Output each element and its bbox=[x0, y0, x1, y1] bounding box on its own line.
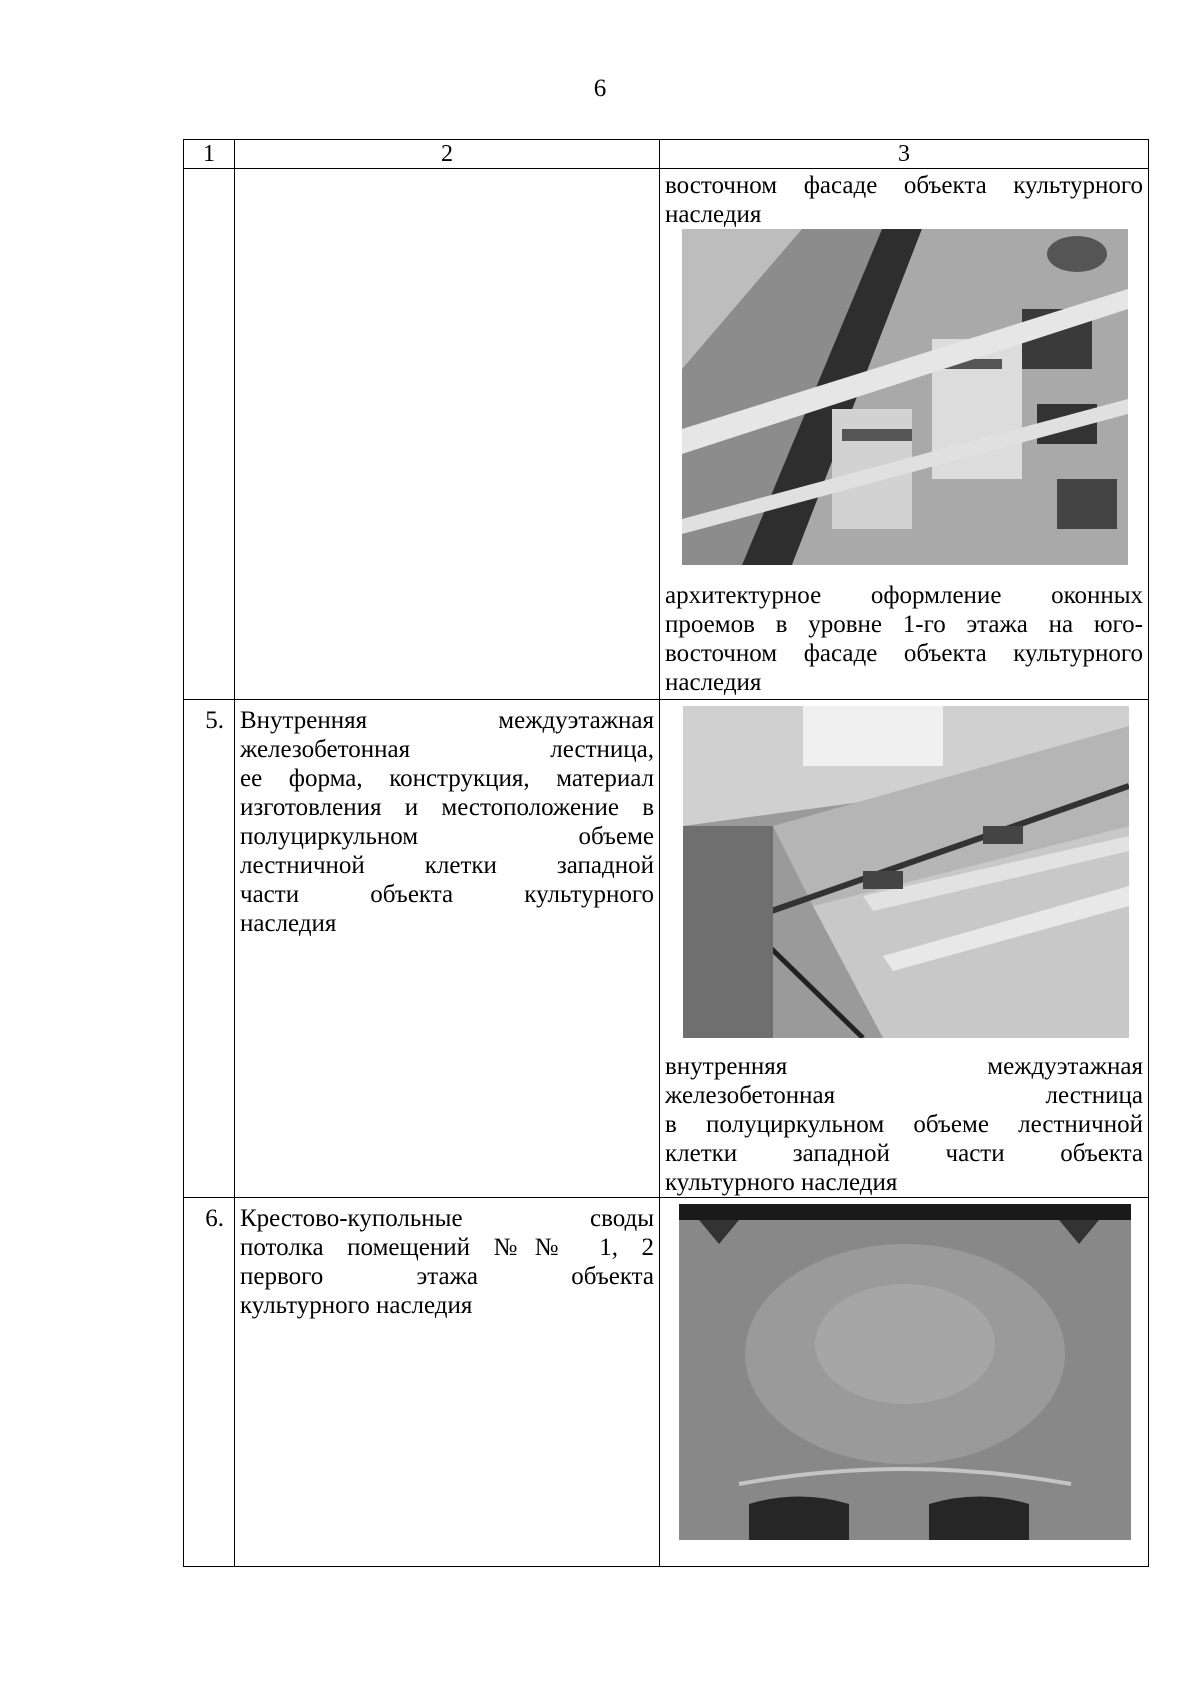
photo-east-facade bbox=[682, 229, 1143, 565]
row-illustration-cell bbox=[660, 700, 1149, 1198]
caption-window-openings: архитектурное оформление оконных проемов в уровне 1-го этажа на юго- восточном фасаде объекта культурного наследия bbox=[665, 582, 1143, 696]
header-col-1: 1 bbox=[184, 140, 235, 169]
row-description bbox=[235, 169, 660, 700]
photo-east-facade-image bbox=[682, 229, 1128, 565]
row-description: Внутренняя междуэтажная железобетонная лестница, ее форма, конструкция, материал изготовления и местоположение в полуциркульном объеме лестничной клетки западной части объекта культурного наследия bbox=[235, 700, 660, 1198]
header-col-2: 2 bbox=[235, 140, 660, 169]
caption-staircase: внутренняя междуэтажная железобетонная лестница в полуциркульном объеме лестничной клетки западной части объекта культурного наследия bbox=[665, 1053, 1143, 1196]
caption-east-facade: восточном фасаде объекта культурного наследия bbox=[665, 172, 1143, 228]
header-col-3: 3 bbox=[660, 140, 1149, 169]
row-illustration-cell bbox=[660, 1198, 1149, 1567]
table-row bbox=[184, 700, 1149, 1198]
page-number: 6 bbox=[593, 75, 607, 102]
row-illustration-cell bbox=[660, 169, 1149, 700]
row-number: 5. bbox=[184, 700, 235, 1198]
row-description: Крестово-купольные своды потолка помещений №№ 1, 2 первого этажа объекта культурного наследия bbox=[235, 1198, 660, 1567]
heritage-table bbox=[183, 139, 1149, 1567]
row-number bbox=[184, 169, 235, 700]
table-row bbox=[184, 169, 1149, 700]
photo-staircase bbox=[683, 706, 1143, 1038]
photo-staircase-image bbox=[683, 706, 1129, 1038]
table-row bbox=[184, 1198, 1149, 1567]
row-number: 6. bbox=[184, 1198, 235, 1567]
photo-vaulted-ceiling-image bbox=[679, 1204, 1131, 1540]
table-header-row bbox=[184, 140, 1149, 169]
photo-vaulted-ceiling bbox=[679, 1204, 1143, 1540]
